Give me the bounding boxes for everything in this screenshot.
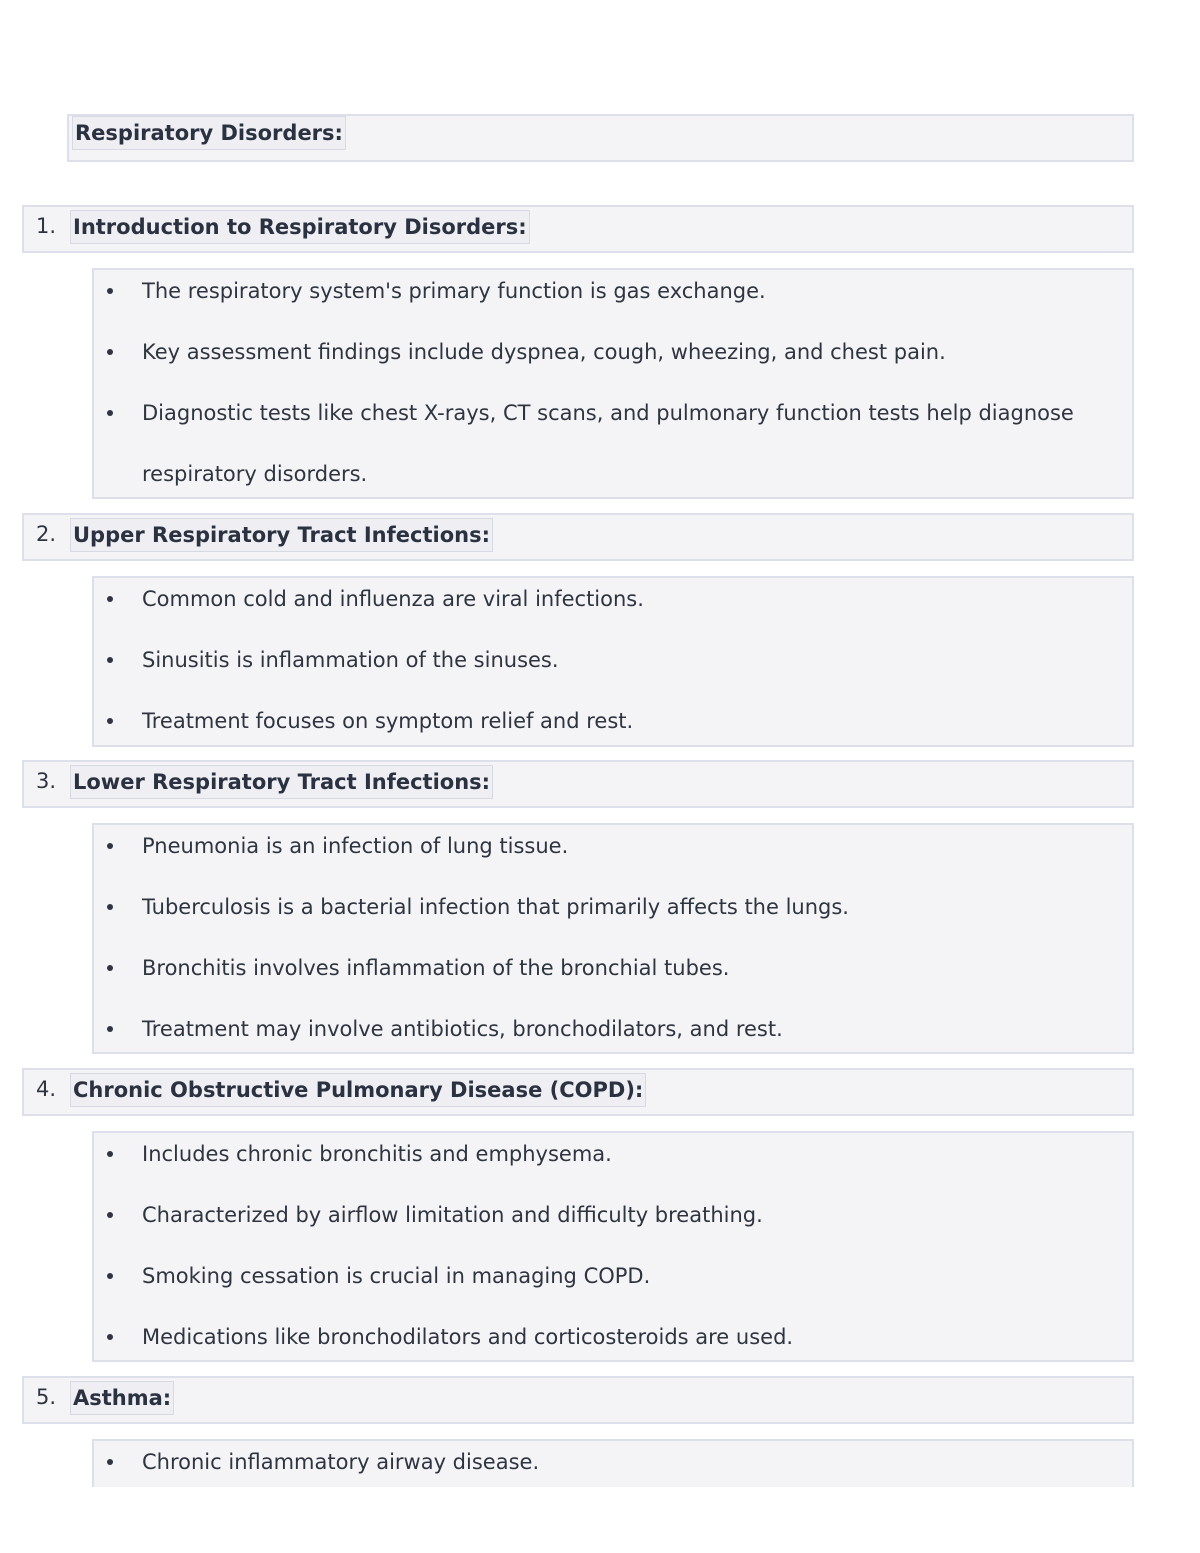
section-heading-box: [22, 1068, 1134, 1116]
list-item-text: Characterized by airflow limitation and difficulty breathing.: [142, 1203, 763, 1227]
list-item-text: Pneumonia is an infection of lung tissue.: [142, 834, 569, 858]
bullet-icon: [107, 1212, 113, 1218]
bullet-icon: [107, 843, 113, 849]
section-number: 3.: [36, 769, 57, 793]
bullet-icon: [107, 1151, 113, 1157]
bullet-icon: [107, 1026, 113, 1032]
list-item-text: Diagnostic tests like chest X-rays, CT scans, and pulmonary function tests help diagnose respiratory disorders.: [142, 401, 1074, 486]
list-item-text: Medications like bronchodilators and corticosteroids are used.: [142, 1325, 794, 1349]
list-item-text: Sinusitis is inflammation of the sinuses.: [142, 648, 559, 672]
section-number: 4.: [36, 1077, 57, 1101]
section-heading: Asthma:: [70, 1381, 174, 1415]
section-number: 5.: [36, 1385, 57, 1409]
section-number: 1.: [36, 214, 57, 238]
bullet-list: [92, 1131, 1134, 1362]
list-item-text: The respiratory system's primary function is gas exchange.: [142, 279, 766, 303]
document-title-box: [67, 114, 1134, 162]
bullet-icon: [107, 1334, 113, 1340]
bullet-icon: [107, 904, 113, 910]
list-item-text: Treatment may involve antibiotics, bronchodilators, and rest.: [142, 1017, 783, 1041]
bullet-icon: [107, 718, 113, 724]
bullet-icon: [107, 349, 113, 355]
section-heading: Introduction to Respiratory Disorders:: [70, 210, 530, 244]
section-heading: Upper Respiratory Tract Infections:: [70, 518, 493, 552]
bullet-icon: [107, 965, 113, 971]
section-heading: Chronic Obstructive Pulmonary Disease (COPD):: [70, 1073, 646, 1107]
list-item-text: Bronchitis involves inflammation of the bronchial tubes.: [142, 956, 730, 980]
list-item-text: Common cold and influenza are viral infections.: [142, 587, 644, 611]
section-heading-box: [22, 513, 1134, 561]
bullet-list: [92, 268, 1134, 499]
bullet-icon: [107, 288, 113, 294]
bullet-icon: [107, 657, 113, 663]
bullet-icon: [107, 410, 113, 416]
bullet-list: [92, 1439, 1134, 1487]
list-item-text: Smoking cessation is crucial in managing COPD.: [142, 1264, 651, 1288]
section-heading-box: [22, 760, 1134, 808]
list-item-text: Chronic inflammatory airway disease.: [142, 1450, 540, 1474]
list-item-text: Key assessment findings include dyspnea, cough, wheezing, and chest pain.: [142, 340, 946, 364]
section-heading: Lower Respiratory Tract Infections:: [70, 765, 493, 799]
bullet-list: [92, 823, 1134, 1054]
section-number: 2.: [36, 522, 57, 546]
list-item-text: Treatment focuses on symptom relief and rest.: [142, 709, 634, 733]
bullet-icon: [107, 596, 113, 602]
document-title: Respiratory Disorders:: [72, 116, 346, 150]
section-heading-box: [22, 205, 1134, 253]
list-item-text: Tuberculosis is a bacterial infection that primarily affects the lungs.: [142, 895, 849, 919]
bullet-list: [92, 576, 1134, 747]
section-heading-box: [22, 1376, 1134, 1424]
bullet-icon: [107, 1459, 113, 1465]
bullet-icon: [107, 1273, 113, 1279]
list-item-text: Includes chronic bronchitis and emphysema.: [142, 1142, 612, 1166]
